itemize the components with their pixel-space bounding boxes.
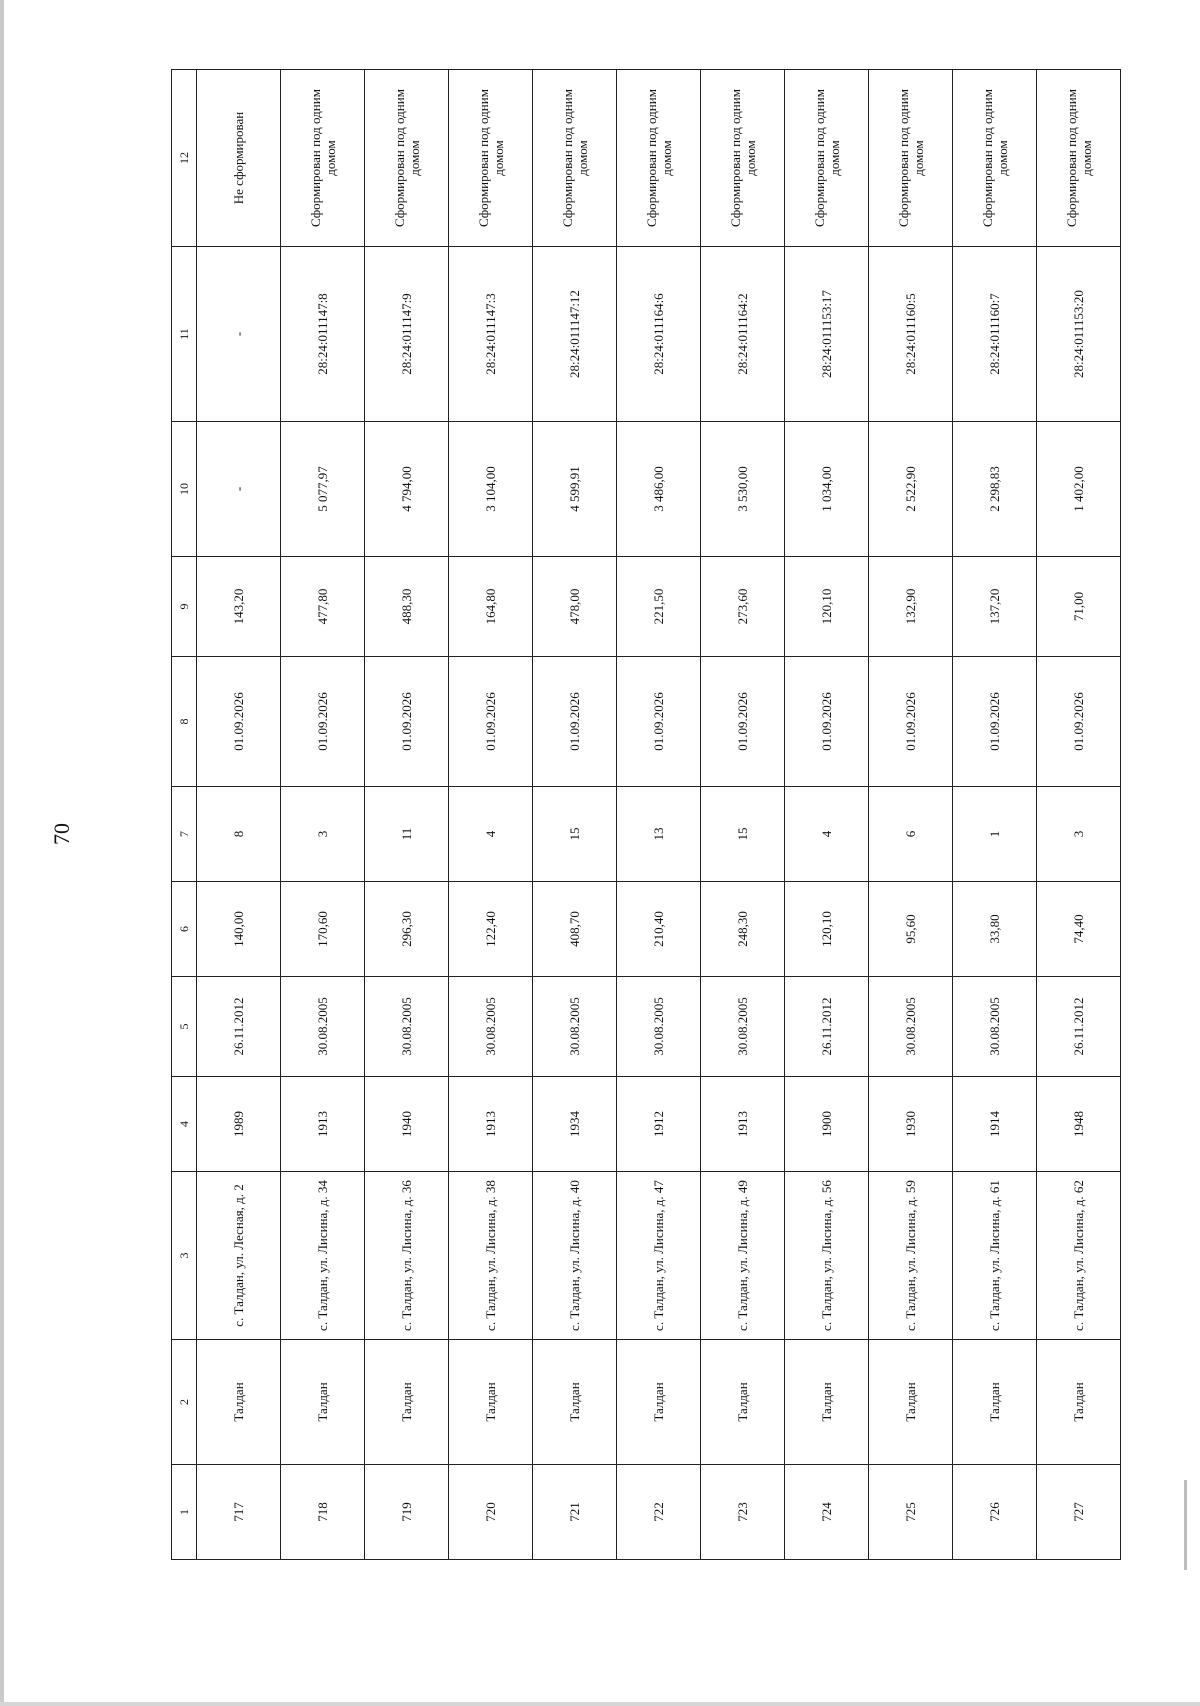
resettlement-deadline: 01.09.2026 — [365, 657, 449, 787]
land-area: 1 034,00 — [785, 422, 869, 557]
recognition-date: 26.11.2012 — [1037, 977, 1121, 1077]
table-row — [533, 70, 617, 1560]
emergency-area: 95,60 — [869, 882, 953, 977]
column-number: 8 — [172, 657, 197, 787]
emergency-area: 140,00 — [197, 882, 281, 977]
address: с. Талдан, ул. Лисина, д. 38 — [449, 1172, 533, 1340]
table-row — [953, 70, 1037, 1560]
row-number: 717 — [197, 1465, 281, 1560]
total-area: 132,90 — [869, 557, 953, 657]
recognition-date: 26.11.2012 — [197, 977, 281, 1077]
cadastral-number: 28:24:011153:17 — [785, 247, 869, 422]
address: с. Талдан, ул. Лисина, д. 49 — [701, 1172, 785, 1340]
land-status: Сформирован под одним домом — [953, 70, 1037, 247]
emergency-area: 170,60 — [281, 882, 365, 977]
year-built: 1913 — [701, 1077, 785, 1172]
emergency-area: 120,10 — [785, 882, 869, 977]
resettlement-deadline: 01.09.2026 — [869, 657, 953, 787]
year-built: 1900 — [785, 1077, 869, 1172]
locality: Талдан — [365, 1340, 449, 1465]
row-number: 721 — [533, 1465, 617, 1560]
residents-count: 6 — [869, 787, 953, 882]
total-area: 221,50 — [617, 557, 701, 657]
emergency-area: 408,70 — [533, 882, 617, 977]
residents-count: 11 — [365, 787, 449, 882]
land-area: 3 486,00 — [617, 422, 701, 557]
row-number: 724 — [785, 1465, 869, 1560]
total-area: 273,60 — [701, 557, 785, 657]
land-status: Сформирован под одним домом — [617, 70, 701, 247]
total-area: 488,30 — [365, 557, 449, 657]
column-number: 11 — [172, 247, 197, 422]
locality: Талдан — [281, 1340, 365, 1465]
year-built: 1940 — [365, 1077, 449, 1172]
column-number: 4 — [172, 1077, 197, 1172]
scan-edge-bottom — [0, 1702, 1200, 1706]
total-area: 71,00 — [1037, 557, 1121, 657]
recognition-date: 30.08.2005 — [281, 977, 365, 1077]
year-built: 1948 — [1037, 1077, 1121, 1172]
cadastral-number: 28:24:011147:12 — [533, 247, 617, 422]
row-number: 725 — [869, 1465, 953, 1560]
column-number-row — [172, 70, 197, 1560]
locality: Талдан — [785, 1340, 869, 1465]
column-number: 3 — [172, 1172, 197, 1340]
row-number: 722 — [617, 1465, 701, 1560]
locality: Талдан — [953, 1340, 1037, 1465]
land-area: 4 599,91 — [533, 422, 617, 557]
scan-edge-left — [0, 0, 4, 1706]
row-number: 723 — [701, 1465, 785, 1560]
total-area: 143,20 — [197, 557, 281, 657]
address: с. Талдан, ул. Лесная, д. 2 — [197, 1172, 281, 1340]
recognition-date: 30.08.2005 — [953, 977, 1037, 1077]
resettlement-deadline: 01.09.2026 — [617, 657, 701, 787]
address: с. Талдан, ул. Лисина, д. 59 — [869, 1172, 953, 1340]
resettlement-deadline: 01.09.2026 — [701, 657, 785, 787]
emergency-area: 122,40 — [449, 882, 533, 977]
total-area: 477,80 — [281, 557, 365, 657]
address: с. Талдан, ул. Лисина, д. 62 — [1037, 1172, 1121, 1340]
column-number: 6 — [172, 882, 197, 977]
row-number: 720 — [449, 1465, 533, 1560]
column-number: 2 — [172, 1340, 197, 1465]
land-status: Сформирован под одним домом — [701, 70, 785, 247]
residents-count: 1 — [953, 787, 1037, 882]
land-status: Сформирован под одним домом — [533, 70, 617, 247]
emergency-area: 210,40 — [617, 882, 701, 977]
total-area: 137,20 — [953, 557, 1037, 657]
page-number: 70 — [49, 823, 74, 845]
land-area: 3 530,00 — [701, 422, 785, 557]
residents-count: 8 — [197, 787, 281, 882]
address: с. Талдан, ул. Лисина, д. 56 — [785, 1172, 869, 1340]
emergency-area: 296,30 — [365, 882, 449, 977]
table-row — [785, 70, 869, 1560]
locality: Талдан — [533, 1340, 617, 1465]
land-area: 3 104,00 — [449, 422, 533, 557]
cadastral-number: - — [197, 247, 281, 422]
table-row — [617, 70, 701, 1560]
year-built: 1912 — [617, 1077, 701, 1172]
column-number: 9 — [172, 557, 197, 657]
locality: Талдан — [197, 1340, 281, 1465]
cadastral-number: 28:24:011160:7 — [953, 247, 1037, 422]
residents-count: 13 — [617, 787, 701, 882]
row-number: 718 — [281, 1465, 365, 1560]
address: с. Талдан, ул. Лисина, д. 34 — [281, 1172, 365, 1340]
year-built: 1914 — [953, 1077, 1037, 1172]
resettlement-deadline: 01.09.2026 — [953, 657, 1037, 787]
total-area: 120,10 — [785, 557, 869, 657]
table-row — [449, 70, 533, 1560]
land-status: Сформирован под одним домом — [281, 70, 365, 247]
land-status: Сформирован под одним домом — [1037, 70, 1121, 247]
table-row — [197, 70, 281, 1560]
resettlement-deadline: 01.09.2026 — [197, 657, 281, 787]
land-status: Сформирован под одним домом — [449, 70, 533, 247]
residents-count: 4 — [785, 787, 869, 882]
recognition-date: 26.11.2012 — [785, 977, 869, 1077]
row-number: 727 — [1037, 1465, 1121, 1560]
land-status: Не сформирован — [197, 70, 281, 247]
year-built: 1913 — [449, 1077, 533, 1172]
land-status: Сформирован под одним домом — [785, 70, 869, 247]
land-area: - — [197, 422, 281, 557]
housing-registry-table — [171, 69, 1121, 1560]
land-area: 2 522,90 — [869, 422, 953, 557]
table-row — [1037, 70, 1121, 1560]
land-area: 2 298,83 — [953, 422, 1037, 557]
land-area: 1 402,00 — [1037, 422, 1121, 557]
resettlement-deadline: 01.09.2026 — [281, 657, 365, 787]
residents-count: 3 — [1037, 787, 1121, 882]
resettlement-deadline: 01.09.2026 — [1037, 657, 1121, 787]
column-number: 10 — [172, 422, 197, 557]
table-row — [281, 70, 365, 1560]
year-built: 1934 — [533, 1077, 617, 1172]
year-built: 1989 — [197, 1077, 281, 1172]
cadastral-number: 28:24:011164:6 — [617, 247, 701, 422]
recognition-date: 30.08.2005 — [533, 977, 617, 1077]
cadastral-number: 28:24:011147:9 — [365, 247, 449, 422]
table-row — [869, 70, 953, 1560]
cadastral-number: 28:24:011147:3 — [449, 247, 533, 422]
row-number: 719 — [365, 1465, 449, 1560]
resettlement-deadline: 01.09.2026 — [533, 657, 617, 787]
residents-count: 4 — [449, 787, 533, 882]
year-built: 1913 — [281, 1077, 365, 1172]
residents-count: 15 — [533, 787, 617, 882]
locality: Талдан — [1037, 1340, 1121, 1465]
total-area: 164,80 — [449, 557, 533, 657]
residents-count: 3 — [281, 787, 365, 882]
address: с. Талдан, ул. Лисина, д. 61 — [953, 1172, 1037, 1340]
rotated-table-container — [171, 70, 1191, 1560]
total-area: 478,00 — [533, 557, 617, 657]
locality: Талдан — [617, 1340, 701, 1465]
emergency-area: 74,40 — [1037, 882, 1121, 977]
land-status: Сформирован под одним домом — [365, 70, 449, 247]
column-number: 12 — [172, 70, 197, 247]
locality: Талдан — [449, 1340, 533, 1465]
address: с. Талдан, ул. Лисина, д. 36 — [365, 1172, 449, 1340]
land-area: 4 794,00 — [365, 422, 449, 557]
row-number: 726 — [953, 1465, 1037, 1560]
table-row — [701, 70, 785, 1560]
recognition-date: 30.08.2005 — [617, 977, 701, 1077]
recognition-date: 30.08.2005 — [701, 977, 785, 1077]
residents-count: 15 — [701, 787, 785, 882]
cadastral-number: 28:24:011147:8 — [281, 247, 365, 422]
land-status: Сформирован под одним домом — [869, 70, 953, 247]
column-number: 7 — [172, 787, 197, 882]
address: с. Талдан, ул. Лисина, д. 47 — [617, 1172, 701, 1340]
recognition-date: 30.08.2005 — [365, 977, 449, 1077]
address: с. Талдан, ул. Лисина, д. 40 — [533, 1172, 617, 1340]
land-area: 5 077,97 — [281, 422, 365, 557]
resettlement-deadline: 01.09.2026 — [449, 657, 533, 787]
locality: Талдан — [701, 1340, 785, 1465]
emergency-area: 248,30 — [701, 882, 785, 977]
recognition-date: 30.08.2005 — [869, 977, 953, 1077]
year-built: 1930 — [869, 1077, 953, 1172]
cadastral-number: 28:24:011164:2 — [701, 247, 785, 422]
cadastral-number: 28:24:011153:20 — [1037, 247, 1121, 422]
resettlement-deadline: 01.09.2026 — [785, 657, 869, 787]
cadastral-number: 28:24:011160:5 — [869, 247, 953, 422]
column-number: 1 — [172, 1465, 197, 1560]
table-row — [365, 70, 449, 1560]
locality: Талдан — [869, 1340, 953, 1465]
recognition-date: 30.08.2005 — [449, 977, 533, 1077]
column-number: 5 — [172, 977, 197, 1077]
emergency-area: 33,80 — [953, 882, 1037, 977]
